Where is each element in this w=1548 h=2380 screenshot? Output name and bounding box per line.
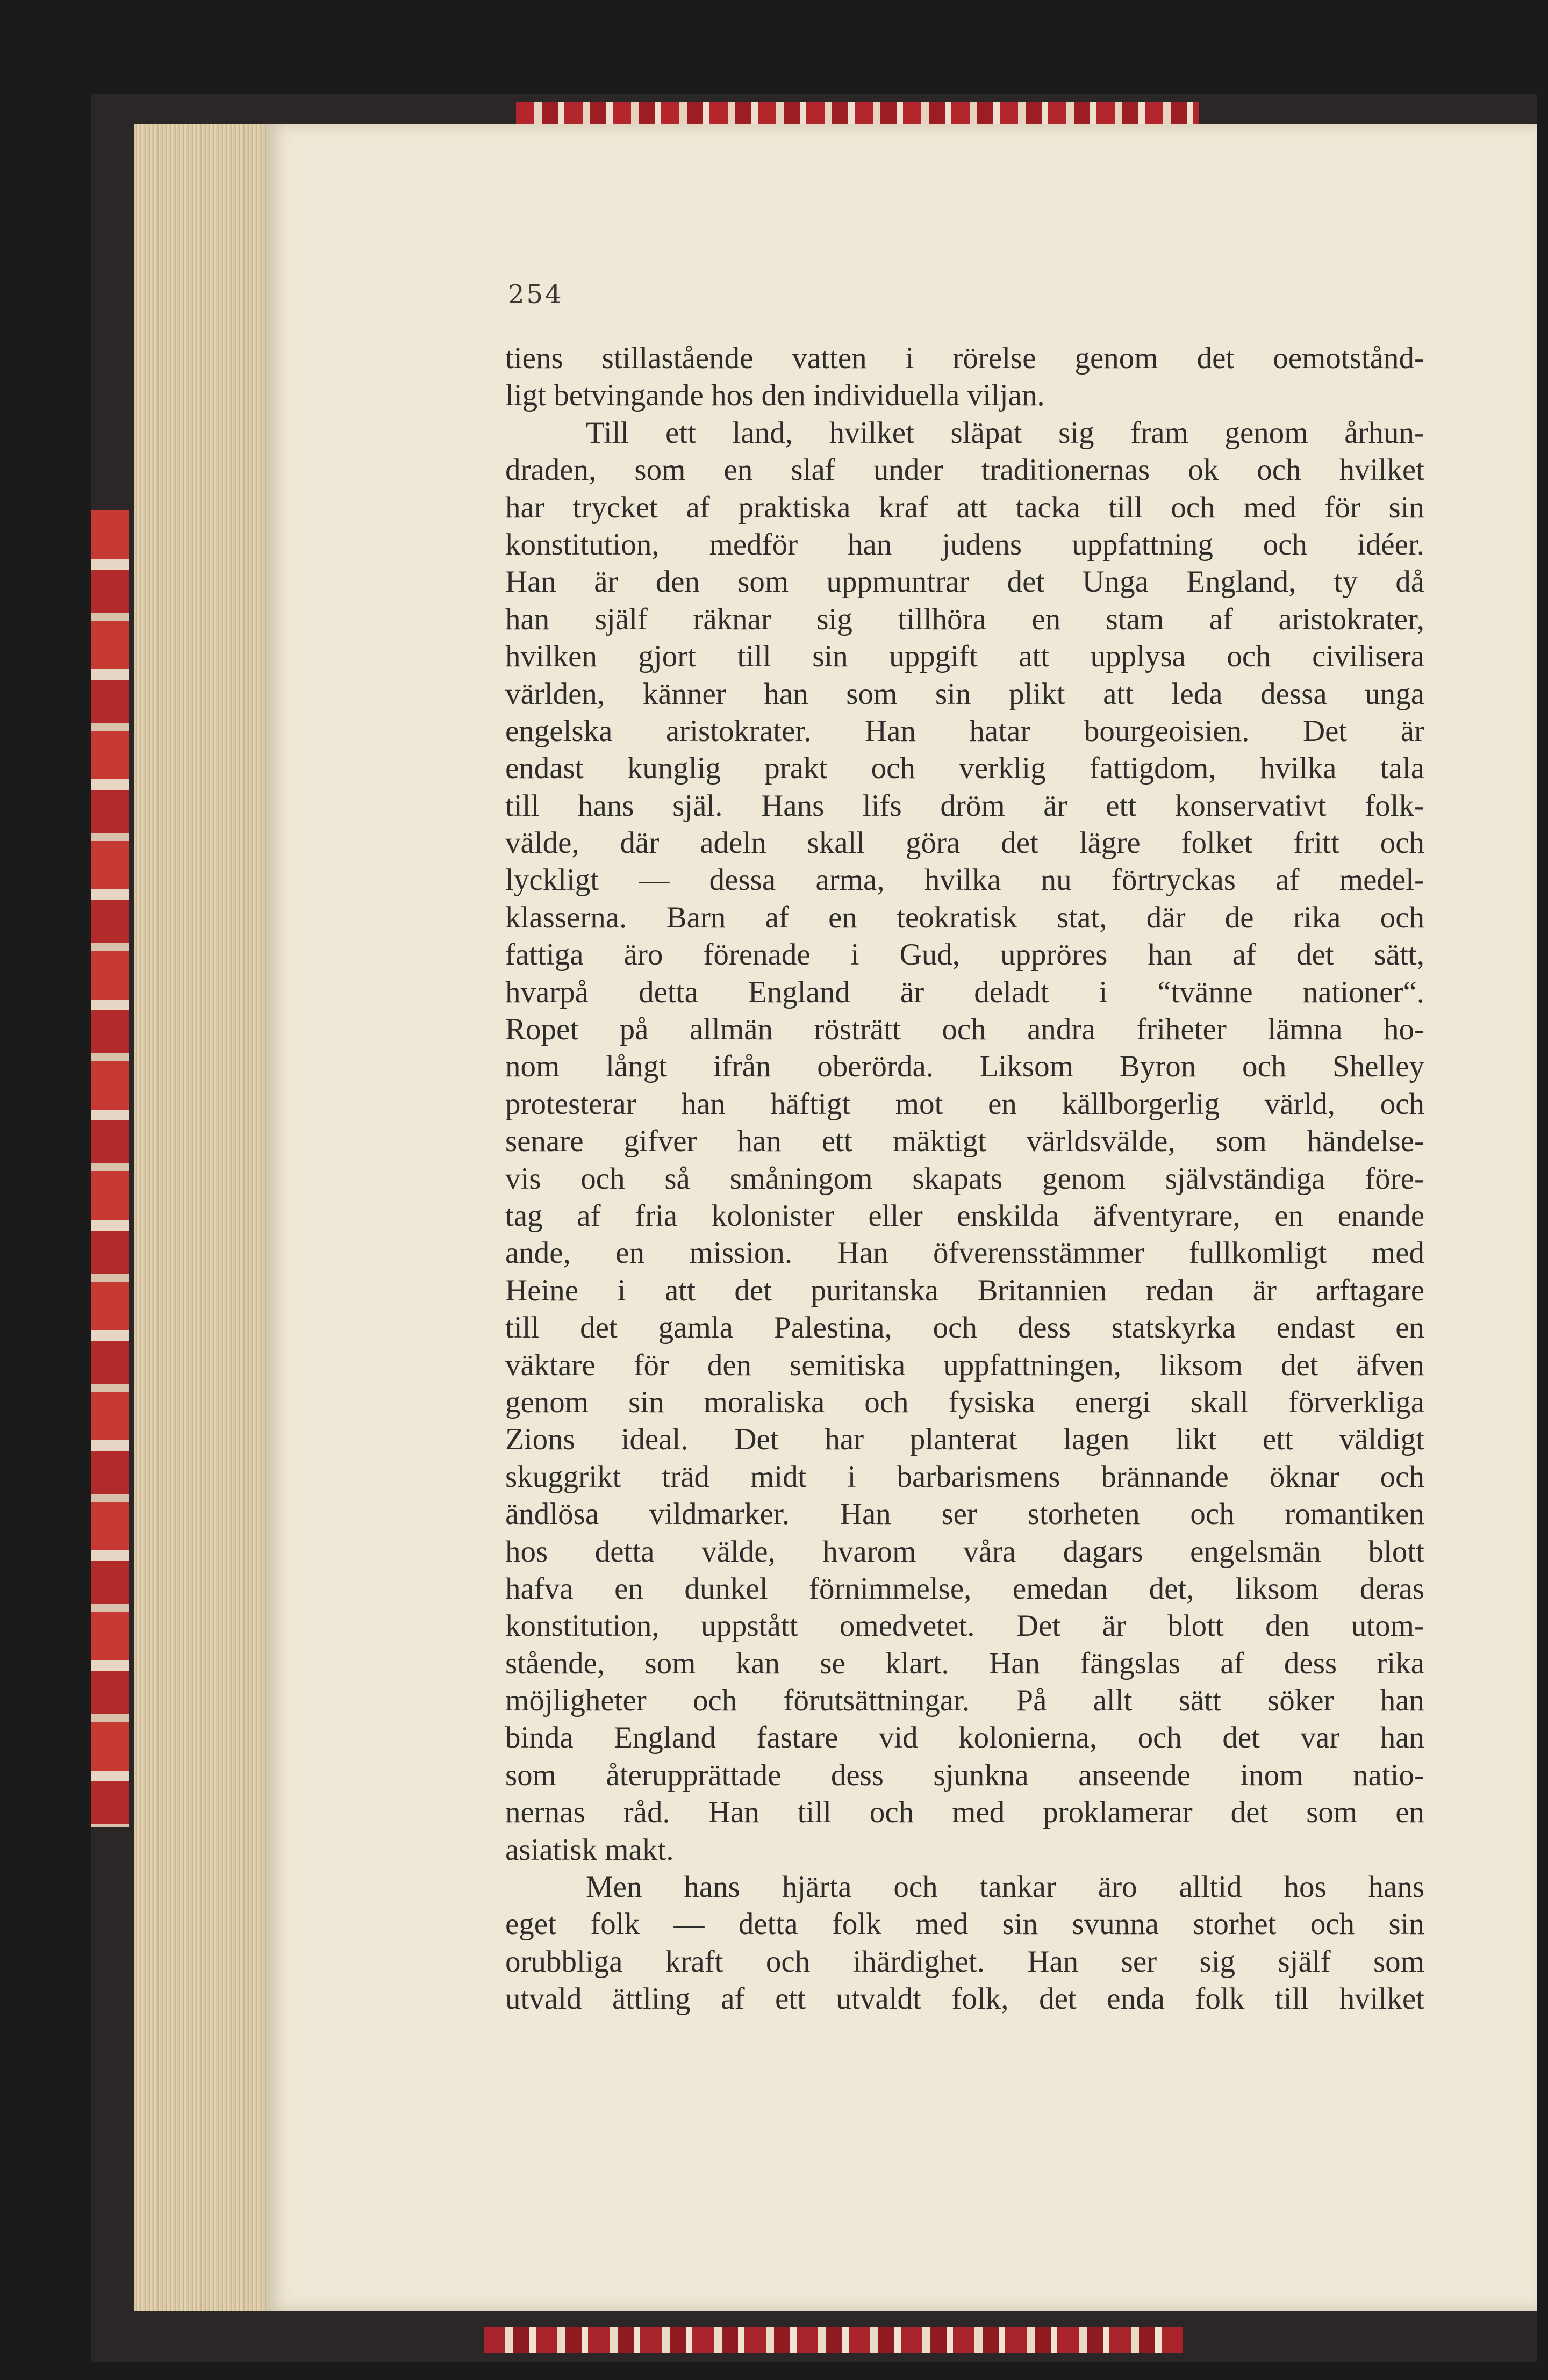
- text-line: draden, som en slaf under traditionernas ok och hvilket: [505, 453, 1424, 487]
- text-line: konstitution, uppstått omedvetet. Det är blott den utom-: [505, 1609, 1424, 1643]
- text-line: protesterar han häftigt mot en källborgerlig värld, och: [505, 1087, 1424, 1121]
- text-line: eget folk — detta folk med sin svunna storhet och sin: [505, 1907, 1424, 1942]
- text-line: nernas råd. Han till och med proklamerar det som en: [505, 1795, 1424, 1830]
- text-line: endast kunglig prakt och verklig fattigdom, hvilka tala: [505, 751, 1424, 786]
- text-line: vis och så småningom skapats genom självständiga före-: [505, 1161, 1424, 1196]
- text-line: väktare för den semitiska uppfattningen, liksom det äfven: [505, 1348, 1424, 1382]
- text-line: han själf räknar sig tillhöra en stam af aristokrater,: [505, 602, 1424, 636]
- text-line: genom sin moraliska och fysiska energi skall förverkliga: [505, 1385, 1424, 1419]
- text-line: Han är den som uppmuntrar det Unga England, ty då: [505, 565, 1424, 599]
- text-line: skuggrikt träd midt i barbarismens brännande öknar och: [505, 1459, 1424, 1494]
- text-line: till hans själ. Hans lifs dröm är ett konservativt folk-: [505, 788, 1424, 823]
- text-line: engelska aristokrater. Han hatar bourgeoisien. Det är: [505, 714, 1424, 748]
- text-line: Heine i att det puritanska Britannien redan är arftagare: [505, 1273, 1424, 1307]
- text-line: asiatisk makt.: [505, 1832, 674, 1867]
- text-line: som återupprättade dess sjunkna anseende inom natio-: [505, 1758, 1424, 1792]
- text-line: ändlösa vildmarker. Han ser storheten och romantiken: [505, 1497, 1424, 1531]
- marbled-spine: [91, 510, 129, 1827]
- text-line: stående, som kan se klart. Han fängslas af dess rika: [505, 1646, 1424, 1680]
- text-line: Ropet på allmän rösträtt och andra friheter lämna ho-: [505, 1012, 1424, 1047]
- text-line: hvarpå detta England är deladt i “tvänne nationer“.: [505, 975, 1424, 1009]
- body-text: [505, 340, 1424, 2018]
- text-line: utvald ättling af ett utvaldt folk, det enda folk till hvilket: [505, 1982, 1424, 2016]
- text-line: hos detta välde, hvarom våra dagars engelsmän blott: [505, 1534, 1424, 1569]
- text-line: världen, känner han som sin plikt att leda dessa unga: [505, 677, 1424, 711]
- text-line: till det gamla Palestina, och dess statskyrka endast en: [505, 1311, 1424, 1345]
- text-line: fattiga äro förenade i Gud, uppröres han af det sätt,: [505, 938, 1424, 972]
- page-number: 254: [508, 279, 564, 310]
- text-line: binda England fastare vid kolonierna, och det var han: [505, 1721, 1424, 1755]
- text-line: hvilken gjort till sin uppgift att upplysa och civilisera: [505, 639, 1424, 674]
- text-line: Men hans hjärta och tankar äro alltid hos hans: [586, 1870, 1424, 1904]
- text-line: tag af fria kolonister eller enskilda äfventyrare, en enande: [505, 1198, 1424, 1233]
- text-line: välde, där adeln skall göra det lägre folket fritt och: [505, 826, 1424, 860]
- text-line: ligt betvingande hos den individuella viljan.: [505, 378, 1045, 413]
- page-edges: [134, 124, 269, 2311]
- text-line: klasserna. Barn af en teokratisk stat, där de rika och: [505, 900, 1424, 934]
- text-line: nom långt ifrån oberörda. Liksom Byron och Shelley: [505, 1049, 1424, 1084]
- text-line: konstitution, medför han judens uppfattning och idéer.: [505, 527, 1424, 562]
- text-line: Till ett land, hvilket släpat sig fram genom århun-: [586, 415, 1424, 450]
- text-line: lyckligt — dessa arma, hvilka nu förtryckas af medel-: [505, 863, 1424, 897]
- red-edge-bottom: [484, 2327, 1182, 2353]
- text-line: ande, en mission. Han öfverensstämmer fullkomligt med: [505, 1236, 1424, 1270]
- text-line: har trycket af praktiska kraf att tacka till och med för sin: [505, 490, 1424, 524]
- text-line: tiens stillastående vatten i rörelse genom det oemotstånd-: [505, 341, 1424, 375]
- text-line: möjligheter och förutsättningar. På allt sätt söker han: [505, 1684, 1424, 1718]
- text-line: orubbliga kraft och ihärdighet. Han ser sig själf som: [505, 1944, 1424, 1979]
- text-line: Zions ideal. Det har planterat lagen likt ett väldigt: [505, 1422, 1424, 1457]
- text-line: senare gifver han ett mäktigt världsvälde, som händelse-: [505, 1124, 1424, 1159]
- text-line: hafva en dunkel förnimmelse, emedan det, liksom deras: [505, 1571, 1424, 1606]
